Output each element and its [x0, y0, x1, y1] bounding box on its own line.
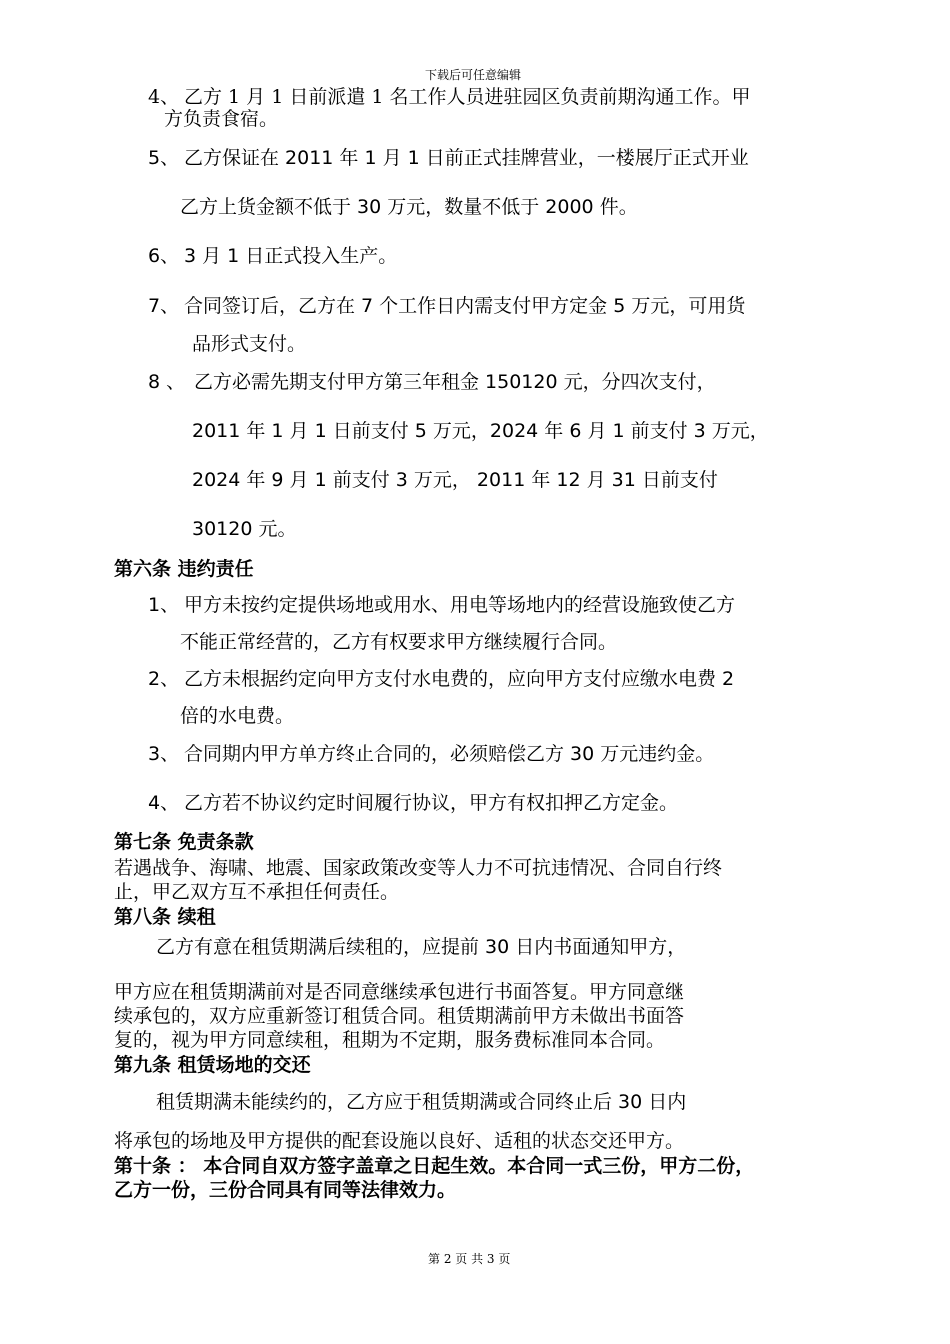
item-4-line-1: 乙方 1 月 1 日前派遣 1 名工作人员进驻园区负责前期沟通工作。甲: [184, 86, 751, 108]
article-7-title: 第七条 免责条款: [114, 831, 254, 853]
article-8-line-2: 甲方应在租赁期满前对是否同意继续承包进行书面答复。甲方同意继: [114, 981, 685, 1003]
article-6-item-2-number: 2、: [148, 668, 180, 690]
article-6-item-4-number: 4、: [148, 792, 180, 814]
article-9-line-2: 将承包的场地及甲方提供的配套设施以良好、适租的状态交还甲方。: [114, 1130, 685, 1152]
article-7-line-1: 若遇战争、海啸、地震、国家政策改变等人力不可抗违情况、合同自行终: [114, 857, 723, 879]
article-6-item-2-line-1: 乙方未根据约定向甲方支付水电费的，应向甲方支付应缴水电费 2: [184, 668, 735, 690]
article-6-item-3-line-1: 合同期内甲方单方终止合同的，必须赔偿乙方 30 万元违约金。: [184, 743, 715, 765]
page-footer: 第 2 页 共 3 页: [428, 1252, 511, 1266]
article-8-title: 第八条 续租: [114, 906, 216, 928]
article-8-line-1: 乙方有意在租赁期满后续租的，应提前 30 日内书面通知甲方，: [156, 936, 687, 958]
article-6-item-4-line-1: 乙方若不协议约定时间履行协议，甲方有权扣押乙方定金。: [184, 792, 679, 814]
item-8-number: 8 、: [148, 371, 186, 393]
item-8-line-1: 乙方必需先期支付甲方第三年租金 150120 元，分四次支付，: [194, 371, 716, 393]
article-6-item-2-line-2: 倍的水电费。: [180, 705, 295, 727]
article-10-line-2: 乙方一份，三份合同具有同等法律效力。: [114, 1179, 457, 1201]
article-7-line-2: 止，甲乙双方互不承担任何责任。: [114, 881, 400, 903]
item-5-line-1: 乙方保证在 2011 年 1 月 1 日前正式挂牌营业，一楼展厅正式开业: [184, 147, 749, 169]
article-8-line-3: 续承包的，双方应重新签订租赁合同。租赁期满前甲方未做出书面答: [114, 1005, 685, 1027]
item-6-number: 6、: [148, 245, 180, 267]
item-6-line-1: 3 月 1 日正式投入生产。: [184, 245, 398, 267]
item-5-line-2: 乙方上货金额不低于 30 万元，数量不低于 2000 件。: [180, 196, 638, 218]
item-4-line-2: 方负责食宿。: [164, 108, 279, 130]
item-4-number: 4、: [148, 86, 180, 108]
article-9-line-1: 租赁期满未能续约的，乙方应于租赁期满或合同终止后 30 日内: [156, 1091, 687, 1113]
article-6-item-1-number: 1、: [148, 594, 180, 616]
item-7-line-1: 合同签订后，乙方在 7 个工作日内需支付甲方定金 5 万元，可用货: [184, 295, 746, 317]
article-6-item-3-number: 3、: [148, 743, 180, 765]
item-8-line-2: 2011 年 1 月 1 日前支付 5 万元，2024 年 6 月 1 前支付 3 万元，: [192, 420, 769, 442]
item-7-line-2: 品形式支付。: [192, 333, 307, 355]
item-8-line-3: 2024 年 9 月 1 前支付 3 万元， 2011 年 12 月 31 日前支付: [192, 469, 718, 491]
item-7-number: 7、: [148, 295, 180, 317]
item-5-number: 5、: [148, 147, 180, 169]
item-8-line-4: 30120 元。: [192, 518, 297, 540]
article-9-title: 第九条 租赁场地的交还: [114, 1054, 311, 1076]
article-10-line-1: 第十条 ： 本合同自双方签字盖章之日起生效。本合同一式三份，甲方二份，: [114, 1155, 755, 1177]
article-6-item-1-line-2: 不能正常经营的，乙方有权要求甲方继续履行合同。: [180, 631, 618, 653]
page-header: 下载后可任意编辑: [425, 68, 522, 82]
article-6-title: 第六条 违约责任: [114, 558, 254, 580]
article-6-item-1-line-1: 甲方未按约定提供场地或用水、用电等场地内的经营设施致使乙方: [184, 594, 736, 616]
article-8-line-4: 复的，视为甲方同意续租，租期为不定期，服务费标准同本合同。: [114, 1029, 666, 1051]
